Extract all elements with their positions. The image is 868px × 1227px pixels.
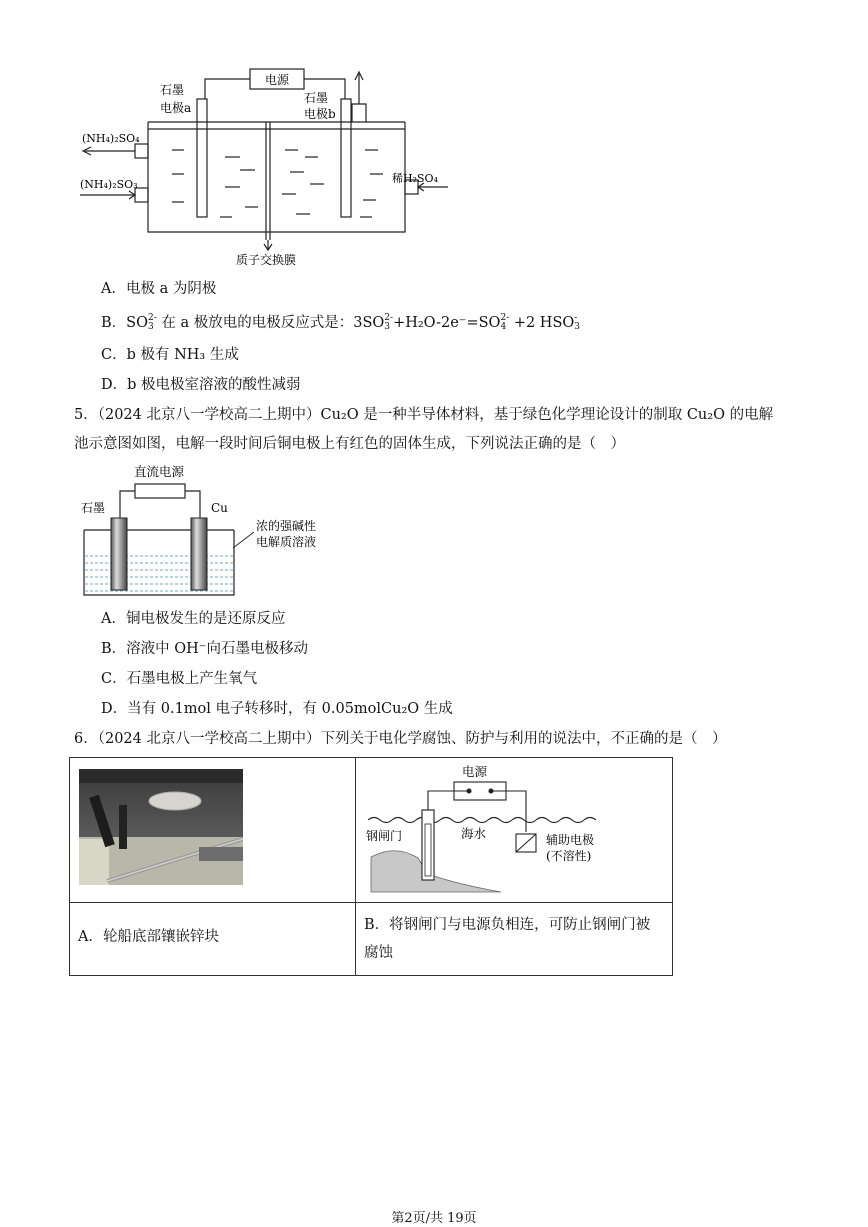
left-in-label: (NH₄)₂SO₃ <box>80 178 138 191</box>
q4-option-b <box>101 313 580 333</box>
solution-label-1: 浓的强碱性 <box>256 519 317 533</box>
hso3-charge-index: - 3 <box>574 313 581 332</box>
q6-cell-diagram <box>356 758 673 903</box>
table-row <box>70 903 673 976</box>
power-label: 电源 <box>264 73 290 87</box>
graphite-label: 石墨 <box>81 501 106 515</box>
q4-option-b-text2: +H₂O-2e⁻=SO <box>393 315 501 331</box>
electrode-a-label-2: 电极a <box>160 101 192 115</box>
so3-charge-index: 2- 3 <box>147 313 157 332</box>
electrode-a-label: 石墨 <box>160 83 185 97</box>
steel-gate-label: 钢闸门 <box>366 829 403 843</box>
so3-formula: SO <box>126 315 148 331</box>
page-footer: 第2页/共 19页 <box>391 1211 477 1226</box>
cu-label: Cu <box>211 501 228 515</box>
aux-electrode-label: 辅助电极 <box>546 833 595 847</box>
q6-option-a: A．轮船底部镶嵌锌块 <box>78 929 219 945</box>
insoluble-label: (不溶性) <box>546 849 592 863</box>
q4-option-b-text3: +2 HSO <box>509 315 575 331</box>
q6-stem: 6．（2024 北京八一学校高二上期中）下列关于电化学腐蚀、防护与利用的说法中，不正确的是（ ） <box>74 731 727 747</box>
solution-label-2: 电解质溶液 <box>256 535 317 549</box>
q6-option-b: B．将钢闸门与电源负相连，可防止钢闸门被腐蚀 <box>364 917 651 961</box>
seawater-label: 海水 <box>461 826 487 841</box>
graphite-electrode <box>111 518 127 590</box>
q4-option-b-prefix: B． <box>101 315 127 331</box>
q5-option-d: D．当有 0.1mol 电子转移时，有 0.05molCu₂O 生成 <box>101 701 453 717</box>
q6-cell-a <box>70 903 356 976</box>
q6-table <box>69 757 673 976</box>
right-in-label: 稀H₂SO₄ <box>392 172 438 185</box>
table-row <box>70 758 673 903</box>
q6-cell-b <box>356 903 673 976</box>
left-out-label: (NH₄)₂SO₄ <box>82 132 140 145</box>
q5-option-c: C．石墨电极上产生氧气 <box>101 671 258 687</box>
q4-option-a: A．电极 a 为阴极 <box>101 281 217 297</box>
ship-hull-photo <box>79 769 243 885</box>
copper-electrode <box>191 518 207 590</box>
power-label: 电源 <box>462 764 488 779</box>
q4-option-d: D．b 极电极室溶液的酸性减弱 <box>101 377 301 393</box>
q4-option-c: C．b 极有 NH₃ 生成 <box>101 347 239 363</box>
electrode-b-label: 石墨 <box>304 91 329 105</box>
q5-option-b: B．溶液中 OH⁻向石墨电极移动 <box>101 641 308 657</box>
electrolysis-diagram-2 <box>78 460 338 600</box>
so4-charge-index: 2- 4 <box>500 313 510 332</box>
electrolysis-diagram-1 <box>60 62 460 272</box>
q5-stem-line1: 5．（2024 北京八一学校高二上期中）Cu₂O 是一种半导体材料，基于绿色化学理论设计的制取 Cu₂O 的电解 <box>74 407 774 423</box>
membrane-label: 质子交换膜 <box>236 253 297 267</box>
q4-option-b-text1: 在 a 极放电的电极反应式是：3 <box>156 315 363 331</box>
q5-stem-line2: 池示意图如图，电解一段时间后铜电极上有红色的固体生成，下列说法正确的是（ ） <box>74 436 625 452</box>
electrode-b-label-2: 电极b <box>304 107 336 121</box>
steel-gate-diagram <box>366 762 666 898</box>
q6-cell-photo <box>70 758 356 903</box>
dc-power-label: 直流电源 <box>134 464 185 479</box>
so3-formula-2: SO <box>362 315 385 331</box>
q5-option-a: A．铜电极发生的是还原反应 <box>101 611 286 627</box>
so3-charge-index-2: 2- 3 <box>384 313 394 332</box>
